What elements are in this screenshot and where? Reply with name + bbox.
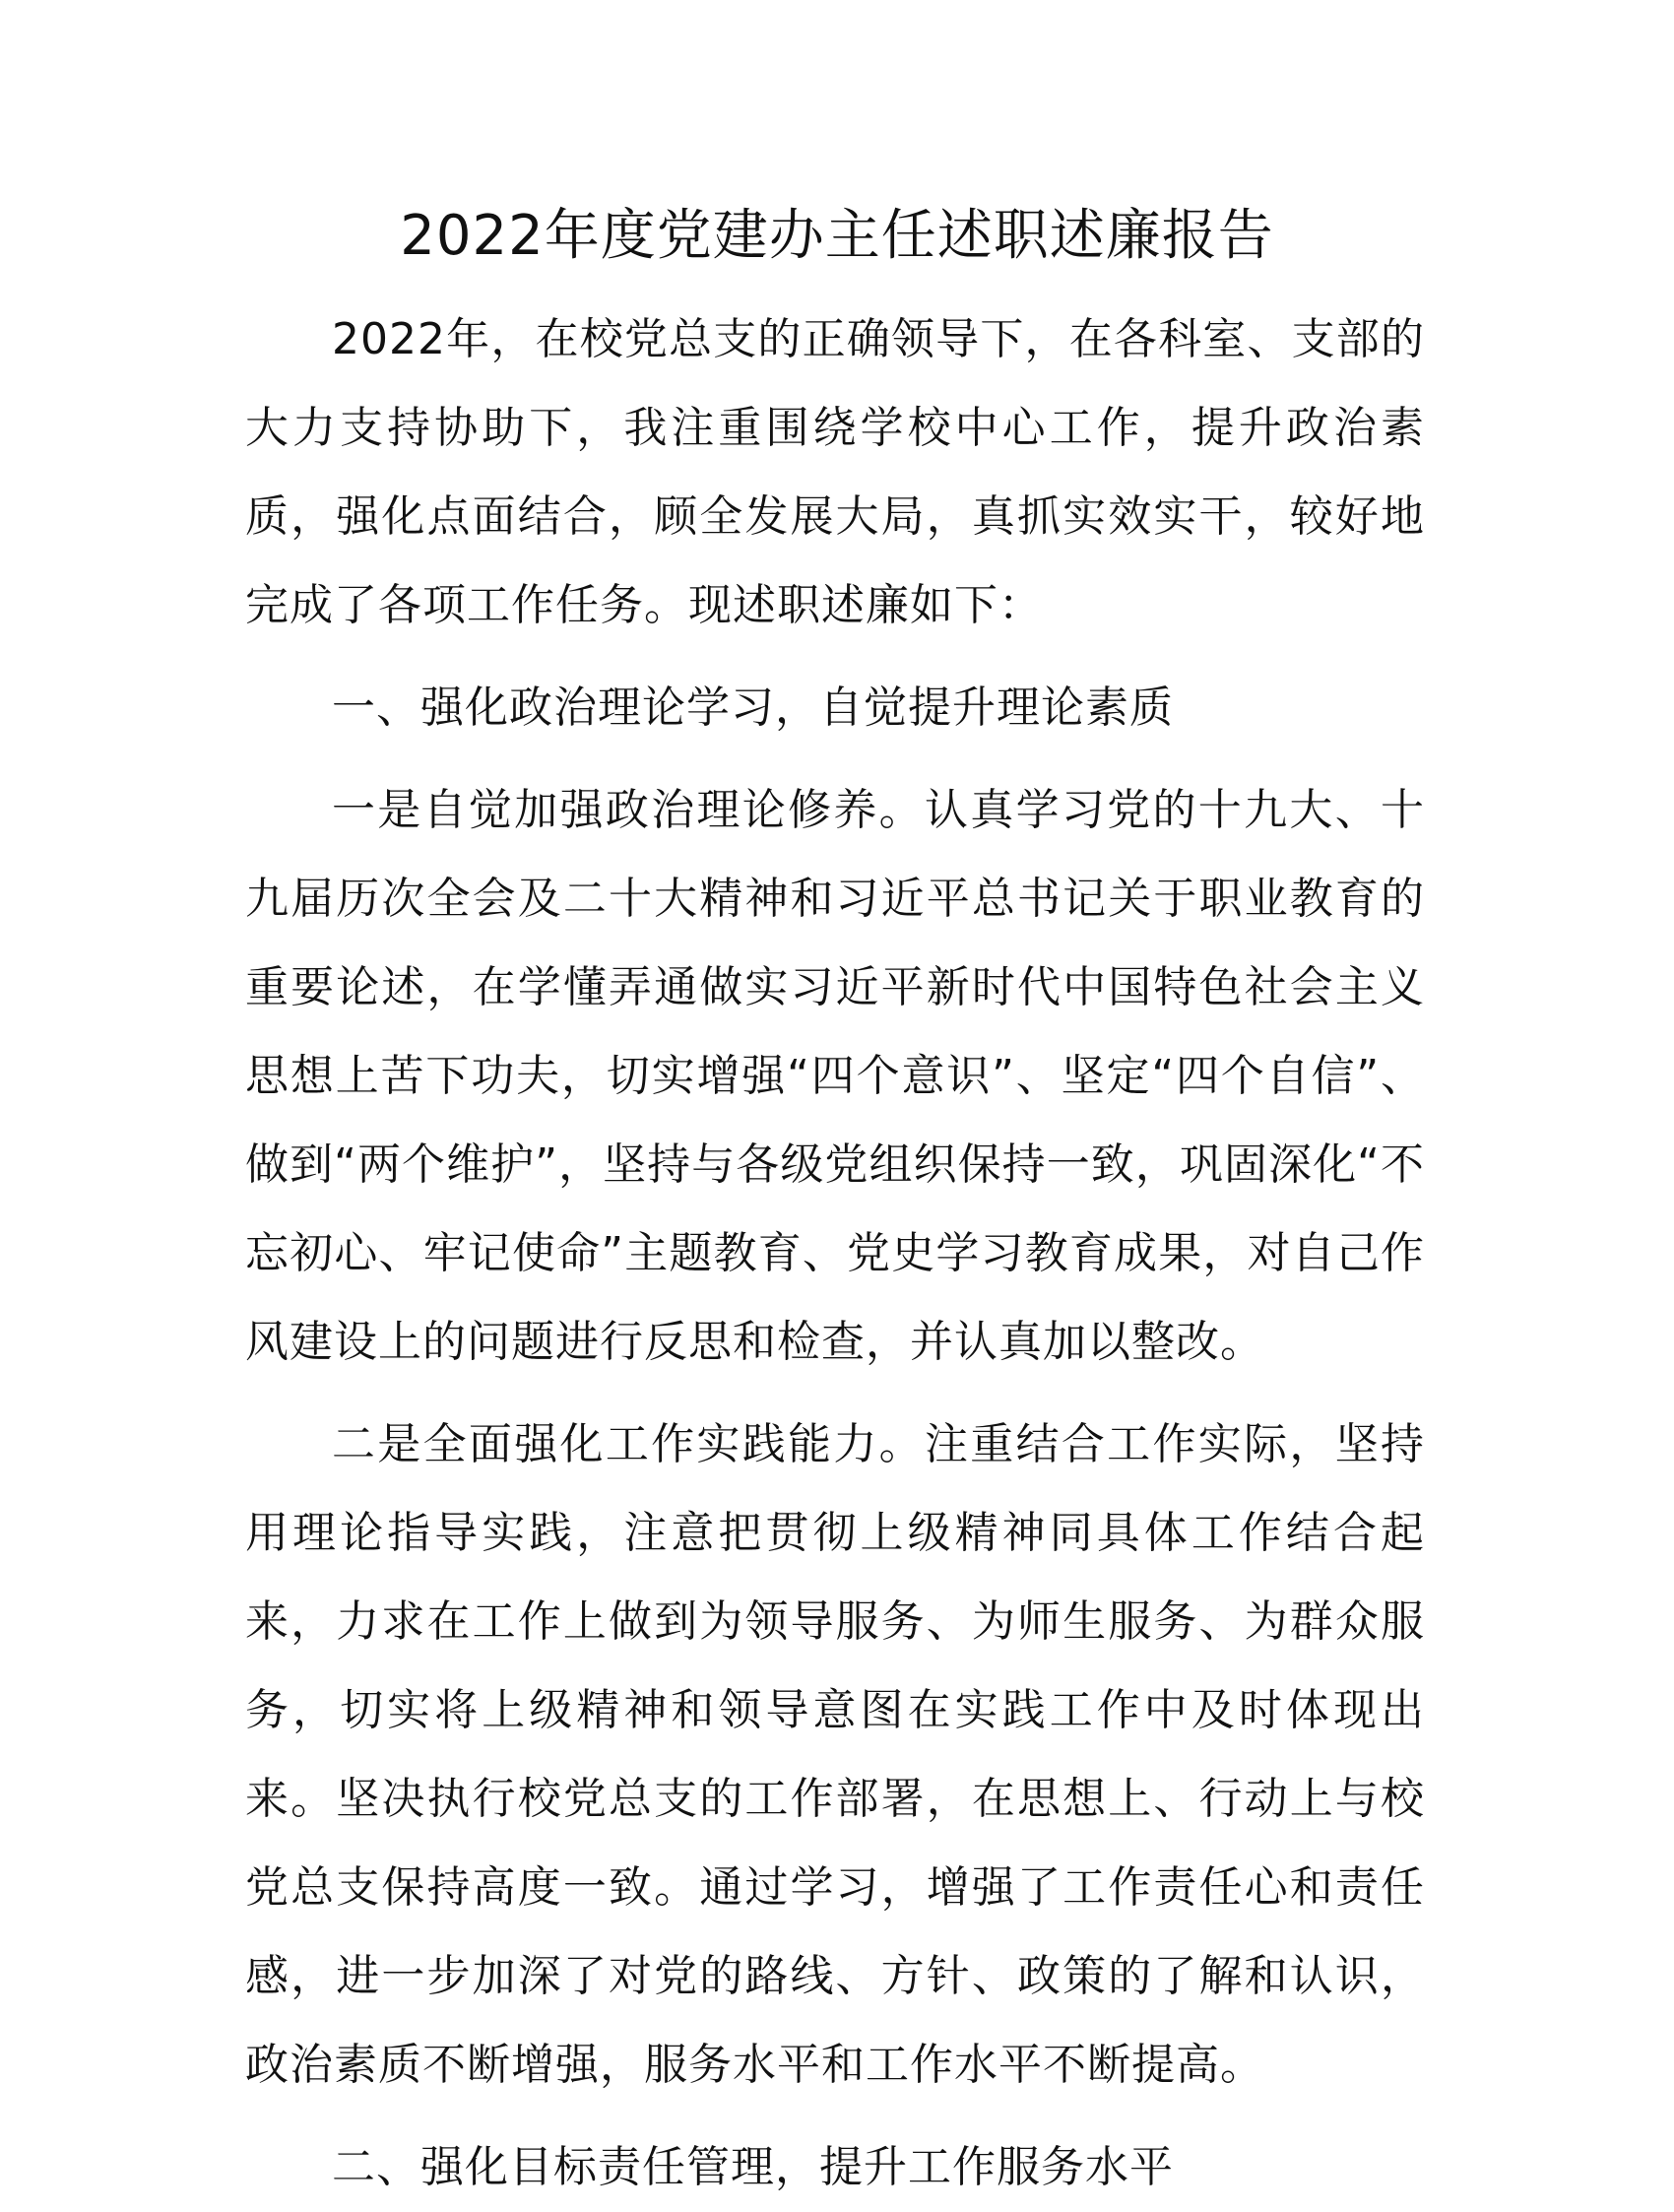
section-heading-2: 二、强化目标责任管理，提升工作服务水平 (332, 2142, 1174, 2192)
section-heading-1: 一、强化政治理论学习，自觉提升理论素质 (332, 683, 1174, 733)
document-body (245, 295, 1425, 2212)
document-title: 2022年度党建办主任述职述廉报告 (400, 204, 1274, 268)
section1-paragraph-1: 一是自觉加强政治理论修养。认真学习党的十九大、十九届历次全会及二十大精神和习近平总书记关于职业教育的重要论述，在学懂弄通做实习近平新时代中国特色社会主义思想上苦下功夫，切实增强“四个意识”、坚定“四个自信”、做到“两个维护”，坚持与各级党组织保持一致，巩固深化“不忘初心、牢记使命”主题教育、党史学习教育成果，对自己作风建设上的问题进行反思和检查，并认真加以整改。 (245, 785, 1425, 1367)
section1-paragraph-2: 二是全面强化工作实践能力。注重结合工作实际，坚持用理论指导实践，注意把贯彻上级精神同具体工作结合起来，力求在工作上做到为领导服务、为师生服务、为群众服务，切实将上级精神和领导意图在实践工作中及时体现出来。坚决执行校党总支的工作部署，在思想上、行动上与校党总支保持高度一致。通过学习，增强了工作责任心和责任感，进一步加深了对党的路线、方针、政策的了解和认识，政治素质不断增强，服务水平和工作水平不断提高。 (245, 1419, 1425, 2090)
intro-paragraph: 2022年，在校党总支的正确领导下，在各科室、支部的大力支持协助下，我注重围绕学校中心工作，提升政治素质，强化点面结合，顾全发展大局，真抓实效实干，较好地完成了各项工作任务。现述职述廉如下： (245, 314, 1425, 630)
